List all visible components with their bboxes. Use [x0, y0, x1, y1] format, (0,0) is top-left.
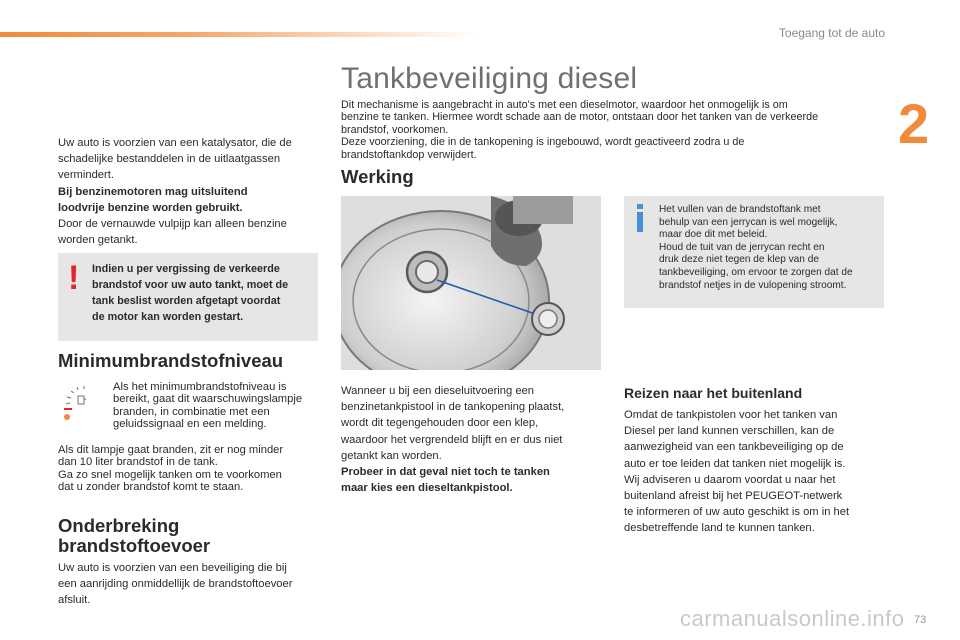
page-number: 73: [914, 614, 927, 626]
werking-body: [341, 383, 606, 496]
werking-line: Wanneer u bij een dieseluitvoering een: [341, 385, 535, 397]
min-level-body-line: dat u zonder brandstof komt te staan.: [58, 481, 244, 494]
info-line: Het vullen van de brandstoftank met: [659, 204, 821, 215]
abroad-line: Omdat de tankpistolen voor het tanken van: [624, 409, 838, 421]
fuel-filler-photo: [341, 196, 601, 370]
werking-bold-line: maar kies een dieseltankpistool.: [341, 482, 513, 495]
warning-line: de motor kan worden gestart.: [92, 311, 244, 323]
min-level-body-line: Ga zo snel mogelijk tanken om te voorkomen: [58, 468, 282, 481]
main-intro-line: Dit mechanisme is aangebracht in auto's met een dieselmotor, waardoor het onmogelijk is om: [341, 99, 788, 111]
abroad-heading: Reizen naar het buitenland: [624, 385, 803, 401]
min-level-line: bereikt, gaat dit waarschuwingslampje: [113, 393, 303, 406]
main-intro-line: Deze voorziening, die in de tankopening is ingebouwd, wordt geactiveerd zodra u de: [341, 136, 745, 149]
unleaded-note-line: Bij benzinemotoren mag uitsluitend: [58, 185, 248, 198]
warning-line: Indien u per vergissing de verkeerde: [92, 263, 280, 275]
abroad-line: auto er toe leiden dat tanken niet mogelijk is.: [624, 457, 846, 470]
fuel-gauge-icon: [62, 382, 100, 422]
interruption-body: [58, 560, 323, 609]
werking-line: waardoor het vergrendeld blijft en er dus niet: [341, 433, 563, 446]
werking-line: getankt kan worden.: [341, 449, 442, 462]
interruption-line: Uw auto is voorzien van een beveiliging die bij: [58, 562, 287, 574]
min-level-line: branden, in combinatie met een: [113, 405, 270, 418]
warning-line: brandstof voor uw auto tankt, moet de: [92, 279, 289, 291]
min-level-line: Als het minimumbrandstofniveau is: [113, 381, 287, 393]
chapter-number: 2: [898, 92, 930, 155]
main-intro-line: brandstof, voorkomen.: [341, 123, 449, 136]
min-level-line: geluidssignaal en een melding.: [113, 418, 267, 431]
warning-box: [58, 253, 318, 341]
abroad-line: Wij adviseren u daarom voordat u naar het: [624, 473, 836, 486]
nozzle-line: worden getankt.: [58, 234, 138, 247]
info-box: [624, 196, 884, 308]
interruption-line: een aanrijding onmiddellijk de brandstoftoevoer: [58, 578, 293, 591]
abroad-line: Diesel per land kunnen verschillen, kan de: [624, 425, 835, 438]
warning-icon: !: [68, 259, 80, 297]
interruption-heading: [58, 516, 210, 556]
abroad-line: te informeren of uw auto geschikt is om in het: [624, 506, 850, 519]
watermark: carmanualsonline.info: [680, 606, 905, 631]
interruption-heading-line: Onderbreking: [58, 515, 180, 536]
abroad-line: aanwezigheid van een tankbeveiliging op de: [624, 441, 844, 454]
min-level-heading: Minimumbrandstofniveau: [58, 350, 284, 371]
warning-line: tank beslist worden afgetapt voordat: [92, 295, 281, 307]
min-level-icon-text: [113, 381, 323, 431]
werking-line: benzinetankpistool in de tankopening plaatst,: [341, 401, 565, 414]
info-line: druk deze niet tegen de klep van de: [659, 254, 819, 266]
nozzle-line: Door de vernauwde vulpijp kan alleen benzine: [58, 218, 287, 231]
werking-bold-line: Probeer in dat geval niet toch te tanken: [341, 466, 550, 479]
info-line: tankbeveiliging, om ervoor te zorgen dat de: [659, 266, 853, 278]
interruption-line: afsluit.: [58, 594, 91, 607]
abroad-line: desbetreffende land te kunnen tanken.: [624, 522, 815, 535]
info-icon: [636, 204, 644, 232]
abroad-body: [624, 407, 894, 537]
min-level-body: [58, 444, 323, 494]
fuel-filler-illustration: [341, 196, 601, 370]
abroad-line: buitenland afreist bij het PEUGEOT-netwerk: [624, 490, 843, 503]
intro-line: schadelijke bestanddelen in de uitlaatgassen: [58, 153, 281, 166]
info-text: [659, 204, 881, 292]
main-intro-line: brandstoftankdop verwijdert.: [341, 148, 477, 161]
main-intro-line: benzine te tanken. Hiermee wordt schade aan de motor, ontstaan door het tanken van de verkeerde: [341, 111, 819, 124]
main-intro: [341, 99, 901, 161]
header-accent-bar: [0, 32, 480, 37]
info-line: Houd de tuit van de jerrycan recht en: [659, 241, 825, 253]
unleaded-note-line: loodvrije benzine worden gebruikt.: [58, 201, 243, 214]
left-intro: [58, 135, 320, 248]
min-level-body-line: dan 10 liter brandstof in de tank.: [58, 456, 218, 469]
intro-line: vermindert.: [58, 169, 114, 182]
min-level-body-line: Als dit lampje gaat branden, zit er nog minder: [58, 444, 284, 456]
info-line: maar doe dit met beleid.: [659, 229, 768, 241]
interruption-heading-line: brandstoftoevoer: [58, 535, 211, 556]
werking-heading: Werking: [341, 166, 414, 187]
info-line: brandstof netjes in de vulopening stroomt.: [659, 279, 847, 291]
info-line: behulp van een jerrycan is wel mogelijk,: [659, 216, 838, 228]
werking-line: wordt dit tegengehouden door een klep,: [341, 417, 539, 430]
section-title: Toegang tot de auto: [778, 26, 885, 40]
page-title: Tankbeveiliging diesel: [341, 62, 638, 95]
intro-line: Uw auto is voorzien van een katalysator, die de: [58, 137, 292, 149]
warning-text: [92, 261, 310, 325]
